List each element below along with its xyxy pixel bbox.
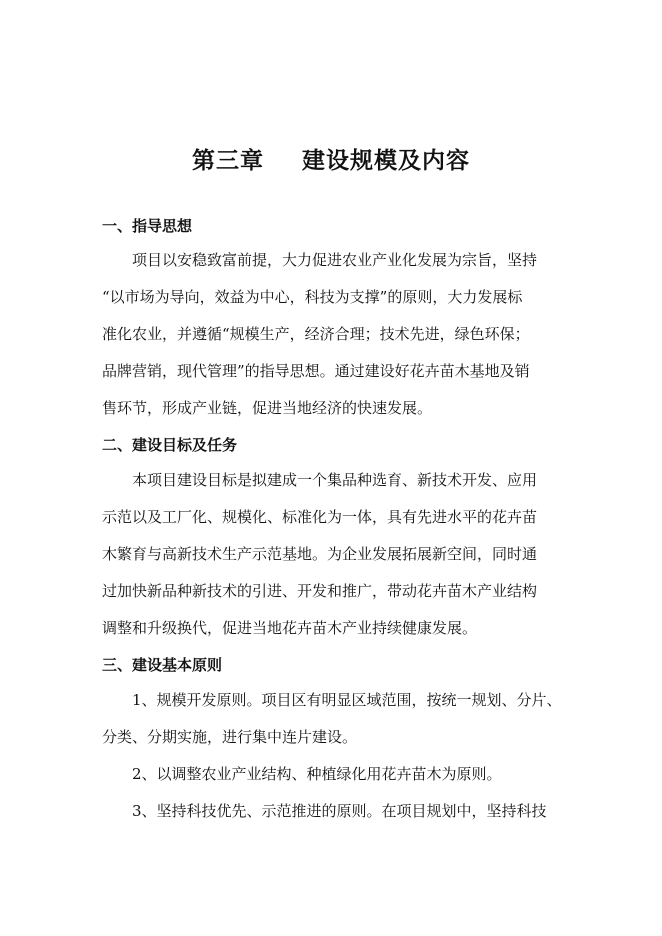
paragraph-line: 售环节，形成产业链，促进当地经济的快速发展。	[102, 399, 433, 417]
paragraph-line: 项目以安稳致富前提，大力促进农业产业化发展为宗旨，坚持	[132, 251, 538, 269]
section-heading-basic-principles: 三、建设基本原则	[102, 656, 223, 674]
chapter-title	[0, 142, 662, 175]
paragraph-line: 过加快新品种新技术的引进、开发和推广，带动花卉苗木产业结构	[102, 582, 538, 600]
paragraph-line: 准化农业，并遵循“规模生产，经济合理；技术先进，绿色环保；	[102, 325, 530, 343]
paragraph-line: 本项目建设目标是拟建成一个集品种选育、新技术开发、应用	[132, 471, 538, 489]
paragraph-line: “以市场为导向，效益为中心，科技为支撑”的原则，大力发展标	[102, 288, 523, 306]
section-heading-goals-tasks: 二、建设目标及任务	[102, 436, 238, 454]
paragraph-line: 1、规模开发原则。项目区有明显区域范围，按统一规划、分片、	[132, 691, 562, 709]
paragraph-line: 示范以及工厂化、规模化、标准化为一体，具有先进水平的花卉苗	[102, 508, 538, 526]
paragraph-line: 2、以调整农业产业结构、种植绿化用花卉苗木为原则。	[132, 765, 502, 783]
chapter-name: 建设规模及内容	[302, 147, 470, 174]
paragraph-line: 调整和升级换代，促进当地花卉苗木产业持续健康发展。	[102, 619, 478, 637]
chapter-number: 第三章	[192, 147, 264, 174]
paragraph-line: 分类、分期实施，进行集中连片建设。	[102, 728, 358, 746]
section-heading-guiding-ideology: 一、指导思想	[102, 217, 193, 235]
paragraph-line: 品牌营销，现代管理”的指导思想。通过建设好花卉苗木基地及销	[102, 362, 530, 380]
paragraph-line: 3、坚持科技优先、示范推进的原则。在项目规划中，坚持科技	[132, 802, 547, 820]
paragraph-line: 木繁育与高新技术生产示范基地。为企业发展拓展新空间，同时通	[102, 545, 538, 563]
